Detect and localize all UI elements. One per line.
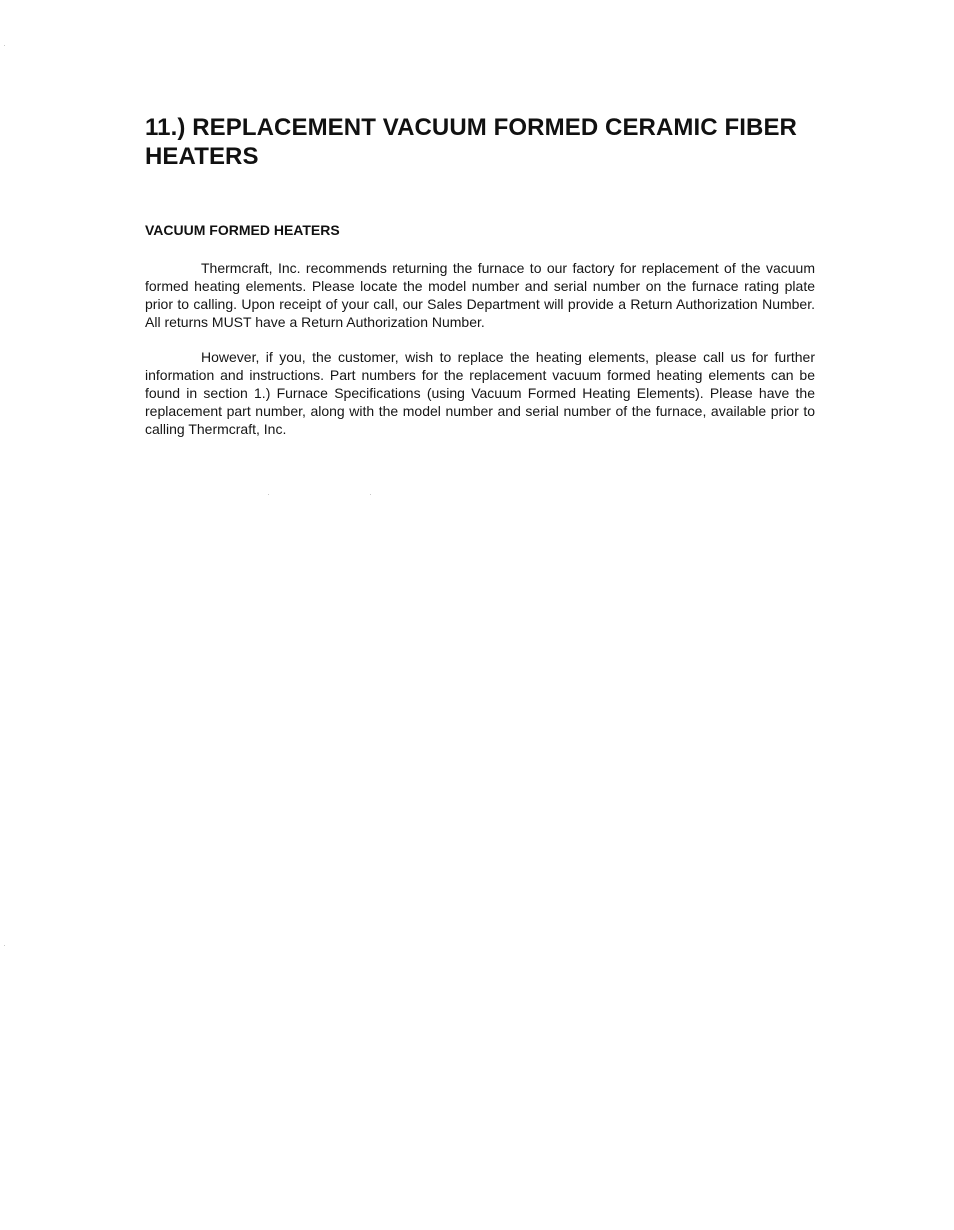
scan-speck [4, 945, 5, 946]
subsection-heading: VACUUM FORMED HEATERS [145, 222, 340, 238]
section-title: 11.) REPLACEMENT VACUUM FORMED CERAMIC FIBER HEATERS [145, 114, 797, 170]
scan-speck [4, 45, 5, 46]
scan-speck [370, 494, 371, 495]
scan-speck [268, 494, 269, 495]
paragraph-customer-replacement: However, if you, the customer, wish to replace the heating elements, please call us for further information and instructions. Part numbers for the replacement vacuum formed heating elements can be found in section 1.) Furnace Specifications (using Vacuum Formed Heating Elements). Please have the replacement part number, along with the model number and serial number of the furnace, available prior to calling Thermcraft, Inc. [145, 349, 815, 437]
paragraph-return-instructions: Thermcraft, Inc. recommends returning the furnace to our factory for replacement of the vacuum formed heating elements. Please locate the model number and serial number on the furnace rating plate prior to calling. Upon receipt of your call, our Sales Department will provide a Return Authorization Number. All returns MUST have a Return Authorization Number. [145, 260, 815, 330]
